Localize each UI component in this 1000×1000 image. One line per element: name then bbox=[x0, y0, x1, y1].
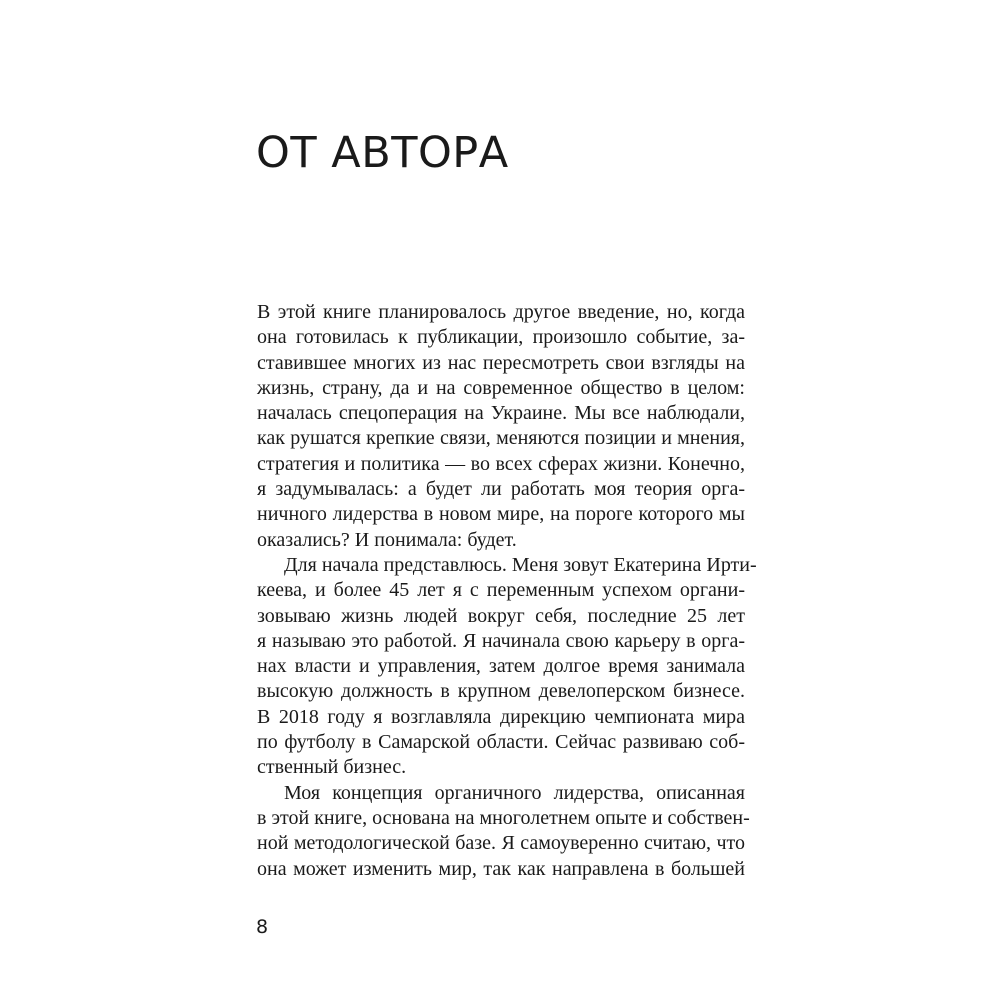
page-number: 8 bbox=[256, 916, 269, 938]
paragraph-1-line-10: оказались? И понимала: будет. bbox=[257, 528, 517, 551]
paragraph-1-line-7: стратегия и политика — во всех сферах жизни. Конечно, bbox=[257, 452, 745, 475]
paragraph-1-line-1: В этой книге планировалось другое введение, но, когда bbox=[257, 301, 745, 323]
paragraph-3-line-2: в этой книге, основана на многолетнем опыте и собствен- bbox=[257, 806, 750, 829]
paragraph-2-line-6: высокую должность в крупном девелоперском бизнесе. bbox=[257, 680, 745, 703]
paragraph-2-line-4: я называю это работой. Я начинала свою карьеру в орга- bbox=[257, 629, 745, 652]
paragraph-2-line-9: ственный бизнес. bbox=[257, 756, 407, 779]
paragraph-1-line-6: как рушатся крепкие связи, меняются позиции и мнения, bbox=[257, 427, 745, 450]
paragraph-1-line-9: ничного лидерства в новом мире, на пороге которого мы bbox=[257, 503, 745, 526]
paragraph-2-line-8: по футболу в Самарской области. Сейчас развиваю соб- bbox=[257, 731, 745, 754]
paragraph-1-line-4: жизнь, страну, да и на современное общество в целом: bbox=[257, 376, 745, 399]
paragraph-1-line-2: она готовилась к публикации, произошло событие, за- bbox=[257, 326, 745, 349]
chapter-title: ОТ АВТОРА bbox=[256, 128, 509, 178]
paragraph-3-line-3: ной методологической базе. Я самоуверенно считаю, что bbox=[257, 832, 745, 855]
paragraph-2-line-3: зовываю жизнь людей вокруг себя, последние 25 лет bbox=[257, 604, 745, 627]
paragraph-1-line-8: я задумывалась: а будет ли работать моя теория орга- bbox=[257, 478, 745, 501]
body-text bbox=[257, 300, 757, 882]
paragraph-2-line-1: Для начала представлюсь. Меня зовут Екатерина Ирти- bbox=[284, 553, 757, 576]
paragraph-2-line-5: нах власти и управления, затем долгое время занимала bbox=[257, 655, 745, 678]
paragraph-2-line-7: В 2018 году я возглавляла дирекцию чемпионата мира bbox=[257, 705, 745, 728]
paragraph-3-line-4: она может изменить мир, так как направлена в большей bbox=[257, 857, 745, 880]
paragraph-2-line-2: кеева, и более 45 лет я с переменным успехом органи- bbox=[257, 579, 745, 602]
paragraph-3-line-1: Моя концепция органичного лидерства, описанная bbox=[284, 781, 745, 804]
paragraph-1-line-5: началась спецоперация на Украине. Мы все наблюдали, bbox=[257, 402, 745, 425]
paragraph-1-line-3: ставившее многих из нас пересмотреть свои взгляды на bbox=[257, 351, 745, 374]
